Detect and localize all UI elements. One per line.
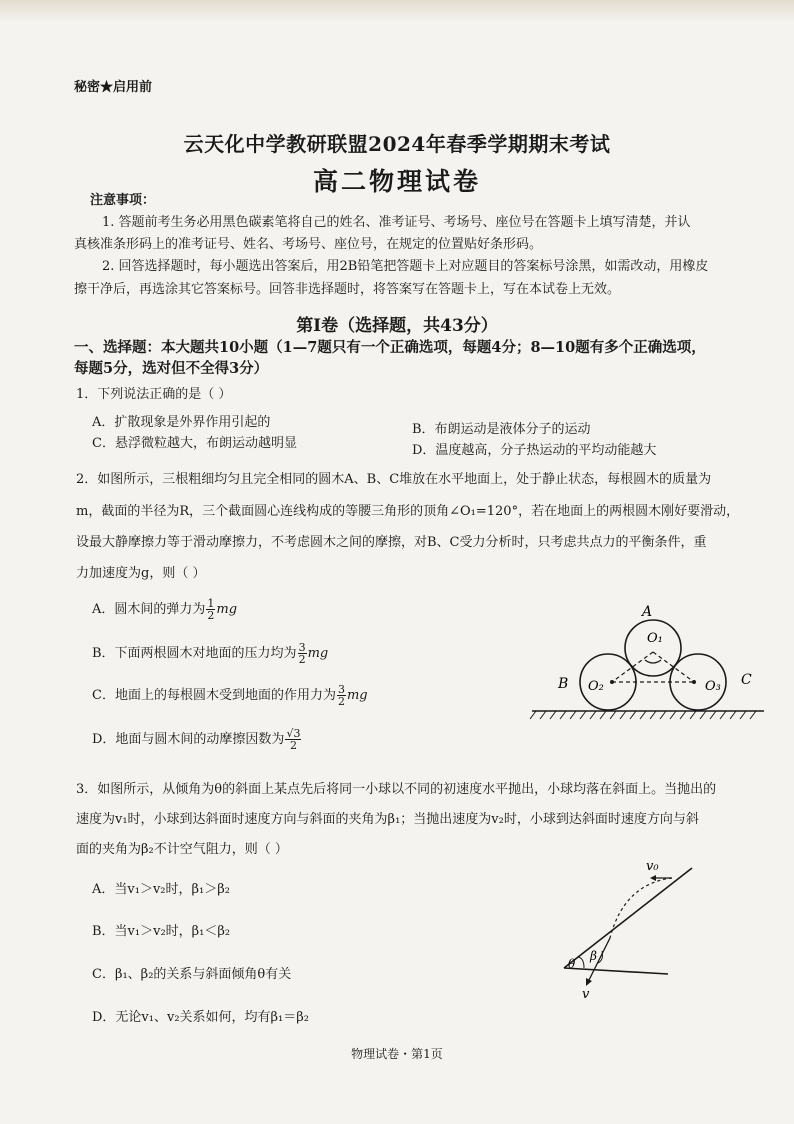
q3-option-d: D．无论v₁、v₂关系如何，均有β₁＝β₂ bbox=[92, 1010, 309, 1025]
incline-line bbox=[564, 868, 692, 968]
notice-line: 2. 回答选择题时，每小题选出答案后，用2B铅笔把答题卡上对应题目的答案标号涂黑，如需改动，用橡皮 bbox=[102, 259, 709, 274]
secret-label: 秘密★启用前 bbox=[74, 80, 153, 95]
log-a-circle bbox=[625, 620, 681, 676]
fraction bbox=[285, 728, 301, 751]
label-beta: β bbox=[590, 949, 597, 963]
fraction-denominator: 2 bbox=[337, 695, 345, 708]
fraction-numerator: 1 bbox=[207, 597, 215, 610]
label-o3: O₃ bbox=[705, 679, 721, 694]
q1-option-a: A．扩散现象是外界作用引起的 bbox=[92, 415, 271, 430]
center-dot bbox=[610, 680, 614, 684]
question-3-stem: 面的夹角为β₂不计空气阻力，则（ ） bbox=[76, 842, 288, 857]
label-theta: θ bbox=[568, 957, 576, 971]
q2-c-unit: mg bbox=[346, 688, 368, 703]
fraction-denominator: 2 bbox=[289, 739, 297, 752]
question-2-stem: m，截面的半径为R，三个截面圆心连线构成的等腰三角形的顶角∠O₁=120°，若在地面上的两根圆木刚好要滑动， bbox=[76, 504, 740, 519]
label-c: C bbox=[741, 672, 752, 688]
q3-option-c: C．β₁、β₂的关系与斜面倾角θ有关 bbox=[92, 967, 292, 982]
angle-arc bbox=[645, 660, 661, 663]
fraction bbox=[337, 684, 346, 707]
label-b: B bbox=[558, 676, 569, 692]
question-3-stem: 3．如图所示，从倾角为θ的斜面上某点先后将同一小球以不同的初速度水平抛出，小球均落在斜面上。当抛出的 bbox=[76, 782, 717, 797]
notice-line: 真核准条形码上的准考证号、姓名、考场号、座位号，在规定的位置贴好条形码。 bbox=[74, 237, 543, 252]
center-dot bbox=[692, 680, 696, 684]
label-o2: O₂ bbox=[588, 679, 604, 694]
notice-line: 1. 答题前考生务必用黑色碳素笔将自己的姓名、准考证号、考场号、座位号在答题卡上填写清楚，并认 bbox=[102, 215, 691, 230]
label-v: v bbox=[582, 987, 590, 1002]
question-2-stem: 力加速度为g，则（ ） bbox=[76, 566, 206, 581]
fraction bbox=[206, 598, 215, 621]
q1-option-d: D．温度越高，分子热运动的平均动能越大 bbox=[412, 443, 657, 458]
v0-arrowhead bbox=[650, 875, 656, 881]
fraction-numerator: 3 bbox=[298, 641, 306, 654]
q2-option-b bbox=[92, 642, 328, 665]
fraction-numerator: √3 bbox=[286, 727, 301, 740]
notice-heading: 注意事项： bbox=[90, 193, 156, 208]
section-heading: 一、选择题：本大题共10小题（1—7题只有一个正确选项，每题4分；8—10题有多个正确选项， bbox=[74, 339, 706, 356]
fraction-denominator: 2 bbox=[207, 609, 215, 622]
theta-arc bbox=[578, 957, 584, 968]
question-2-stem: 2．如图所示，三根粗细均匀且完全相同的圆木A、B、C堆放在水平地面上，处于静止状态，每根圆木的质量为 bbox=[76, 472, 712, 487]
exam-title: 云天化中学教研联盟2024年春季学期期末考试 bbox=[183, 132, 611, 156]
q2-c-text: C．地面上的每根圆木受到地面的作用力为 bbox=[92, 688, 336, 703]
q2-b-text: B．下面两根圆木对地面的压力均为 bbox=[92, 646, 297, 661]
page-footer: 物理试卷・第1页 bbox=[351, 1047, 443, 1061]
ground-hatch bbox=[530, 711, 756, 719]
fraction-numerator: 3 bbox=[337, 683, 345, 696]
fraction bbox=[298, 642, 307, 665]
base-line bbox=[564, 968, 668, 974]
exam-subtitle: 高二物理试卷 bbox=[312, 167, 481, 196]
q3-option-b: B．当v₁＞v₂时，β₁＜β₂ bbox=[92, 924, 231, 939]
q3-option-a: A．当v₁＞v₂时，β₁＞β₂ bbox=[92, 882, 230, 897]
q1-option-c: C．悬浮微粒越大，布朗运动越明显 bbox=[92, 436, 297, 451]
section-heading: 每题5分，选对但不全得3分） bbox=[74, 360, 269, 377]
q2-a-text: A．圆木间的弹力为 bbox=[92, 602, 206, 617]
label-a: A bbox=[642, 604, 653, 620]
question-3-stem: 速度为v₁时，小球到达斜面时速度方向与斜面的夹角为β₁；当抛出速度为v₂时，小球到达斜面时速度方向与斜 bbox=[76, 812, 699, 827]
logs-figure bbox=[528, 600, 768, 728]
q2-option-d bbox=[92, 728, 302, 751]
label-o1: O₁ bbox=[647, 631, 663, 646]
notice-line: 擦干净后，再选涂其它答案标号。回答非选择题时，将答案写在答题卡上，写在本试卷上无效。 bbox=[74, 282, 621, 297]
q2-b-unit: mg bbox=[307, 646, 329, 661]
q1-option-b: B．布朗运动是液体分子的运动 bbox=[412, 422, 591, 437]
incline-figure bbox=[552, 850, 702, 1002]
label-v0: v₀ bbox=[646, 859, 659, 874]
q2-d-text: D．地面与圆木间的动摩擦因数为 bbox=[92, 732, 285, 747]
fraction-denominator: 2 bbox=[298, 653, 306, 666]
question-2-stem: 设最大静摩擦力等于滑动摩擦力，不考虑圆木之间的摩擦，对B、C受力分析时，只考虑共点力的平衡条件，重 bbox=[76, 535, 707, 550]
q2-option-c bbox=[92, 684, 368, 707]
volume-heading: 第Ⅰ卷（选择题，共43分） bbox=[296, 316, 498, 336]
top-shadow bbox=[0, 0, 794, 22]
question-1-stem: 1．下列说法正确的是（ ） bbox=[76, 387, 232, 402]
q2-a-unit: mg bbox=[216, 602, 238, 617]
q2-option-a bbox=[92, 598, 237, 621]
